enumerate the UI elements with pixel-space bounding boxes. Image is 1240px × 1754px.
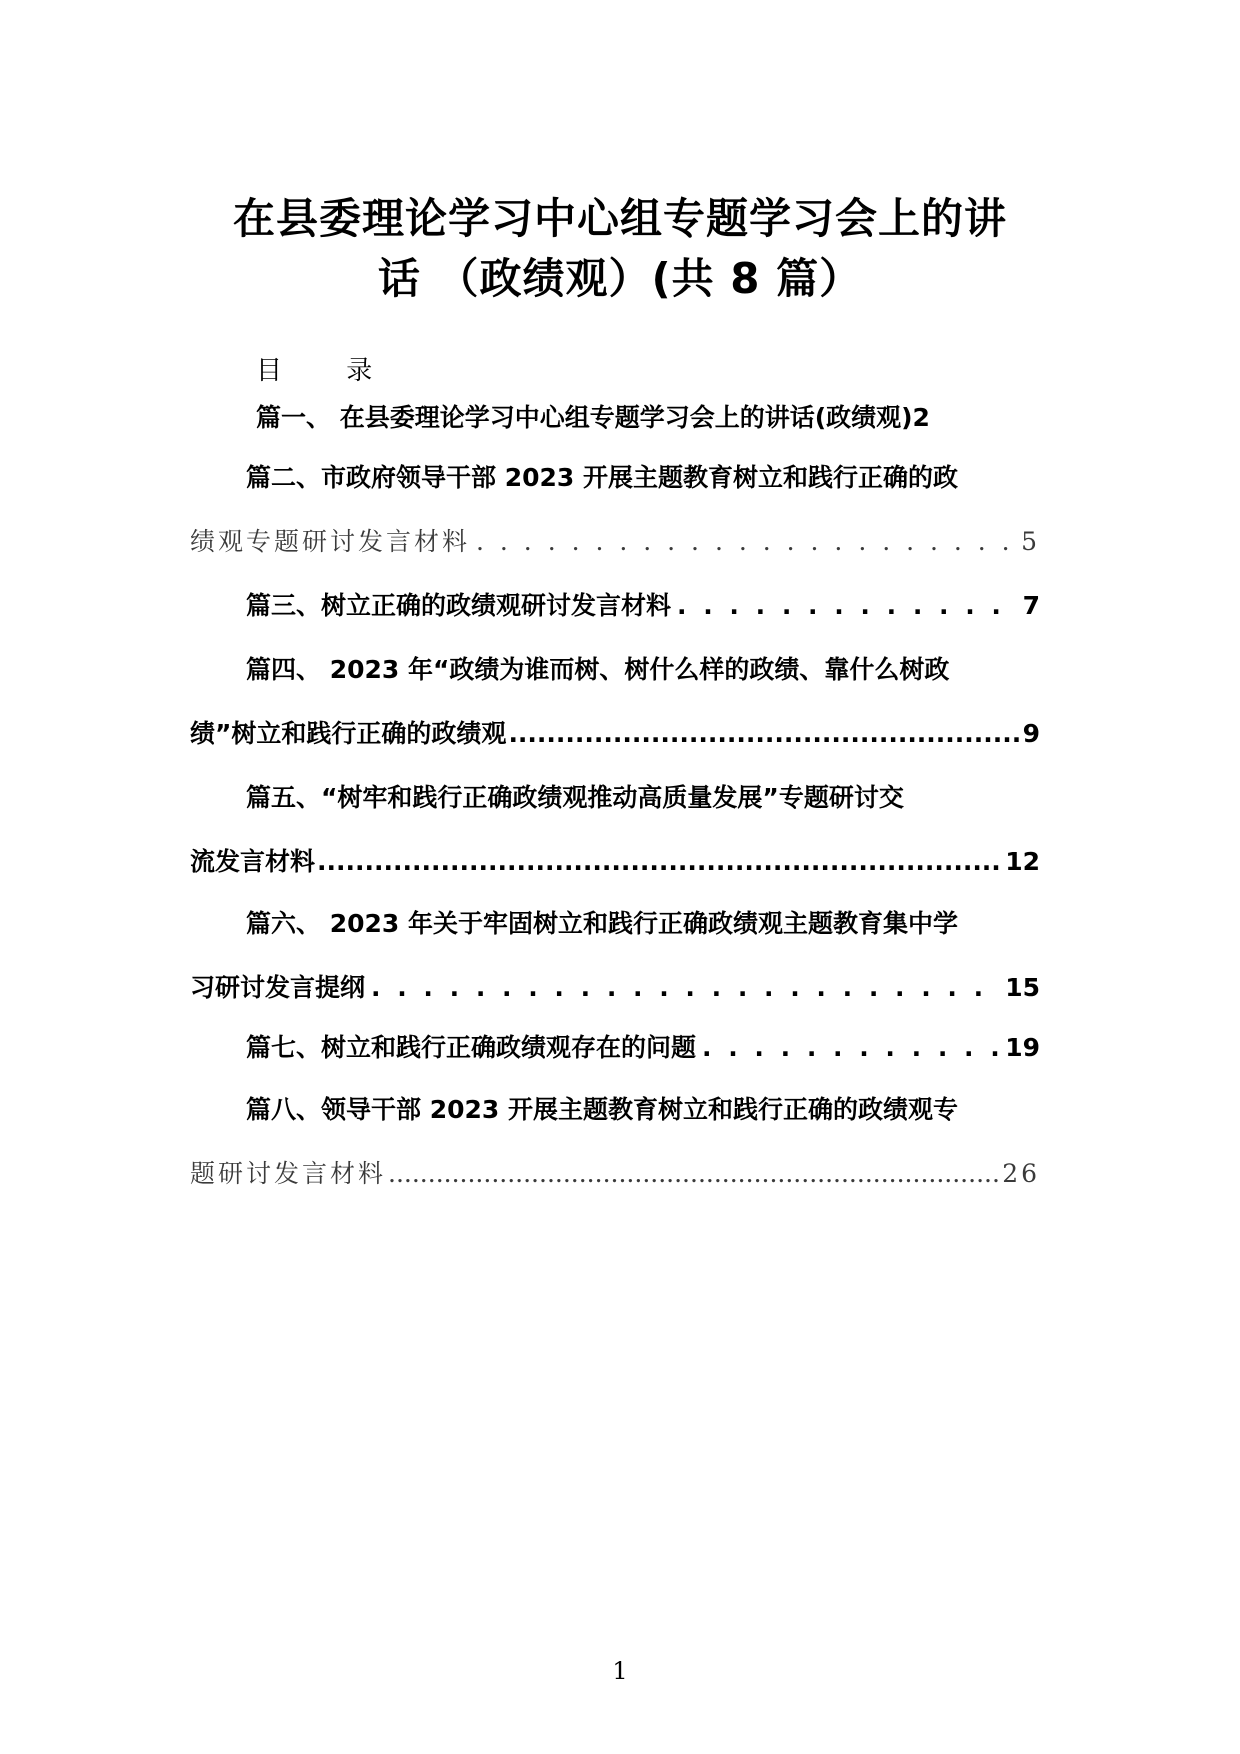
- toc-entry-title: 篇八、领导干部 2023 开展主题教育树立和践行正确的政绩观专: [246, 1095, 958, 1124]
- toc-entry-title: 篇二、市政府领导干部 2023 开展主题教育树立和践行正确的政: [246, 463, 958, 492]
- toc-page-number: 12: [1005, 847, 1040, 876]
- toc-entry-5[interactable]: [190, 778, 1040, 818]
- toc-page-number: 9: [1022, 719, 1040, 748]
- dot-leader: [508, 714, 1020, 754]
- dot-leader: [388, 1154, 1000, 1194]
- toc-page-number: 19: [1005, 1033, 1040, 1062]
- toc-page-number: 26: [1002, 1159, 1040, 1188]
- toc-entry-title-continued: 流发言材料: [190, 847, 316, 876]
- toc-page-number: 5: [1021, 527, 1040, 556]
- toc-entry-4[interactable]: [190, 650, 1040, 690]
- toc-heading: 目 录: [256, 356, 401, 386]
- toc-entry-title: 篇七、树立和践行正确政绩观存在的问题: [246, 1033, 697, 1062]
- dot-leader: [371, 968, 999, 1008]
- toc-entry-1[interactable]: [190, 398, 1040, 438]
- toc-entry-4-continuation[interactable]: [190, 714, 1040, 754]
- toc-entry-title: 篇四、 2023 年“政绩为谁而树、树什么样的政绩、靠什么树政: [246, 655, 950, 684]
- toc-entry-title: 篇一、 在县委理论学习中心组专题学习会上的讲话(政绩观)2: [256, 403, 930, 432]
- toc-entry-2[interactable]: [190, 458, 1040, 498]
- document-title-line-1: 在县委理论学习中心组专题学习会上的讲: [232, 194, 1007, 243]
- toc-entry-title-continued: 绩观专题研讨发言材料: [190, 527, 471, 556]
- dot-leader: [476, 522, 1015, 562]
- toc-entry-title-continued: 题研讨发言材料: [190, 1159, 387, 1188]
- toc-entry-5-continuation[interactable]: [190, 842, 1040, 882]
- toc-entry-title: 篇五、“树牢和践行正确政绩观推动高质量发展”专题研讨交: [246, 783, 904, 812]
- page-number: 1: [612, 1657, 628, 1685]
- dot-leader: [702, 1028, 999, 1068]
- dot-leader: [677, 586, 1017, 626]
- toc-entry-title: 篇六、 2023 年关于牢固树立和践行正确政绩观主题教育集中学: [246, 909, 958, 938]
- toc-page-number: 15: [1005, 973, 1040, 1002]
- toc-entry-title-continued: 绩”树立和践行正确的政绩观: [190, 719, 507, 748]
- toc-page-number: 7: [1022, 591, 1040, 620]
- toc-entry-2-continuation[interactable]: [190, 522, 1040, 562]
- document-title-line-2: 话 （政绩观）(共 8 篇）: [377, 254, 863, 303]
- toc-entry-8[interactable]: [190, 1090, 1040, 1130]
- toc-entry-6[interactable]: [190, 904, 1040, 944]
- toc-entry-6-continuation[interactable]: [190, 968, 1040, 1008]
- toc-entry-title-continued: 习研讨发言提纲: [190, 973, 366, 1002]
- toc-entry-3[interactable]: [190, 586, 1040, 626]
- toc-entry-title: 篇三、树立正确的政绩观研讨发言材料: [246, 591, 672, 620]
- toc-entry-7[interactable]: [190, 1028, 1040, 1068]
- toc-entry-8-continuation[interactable]: [190, 1154, 1040, 1194]
- dot-leader: [317, 842, 1003, 882]
